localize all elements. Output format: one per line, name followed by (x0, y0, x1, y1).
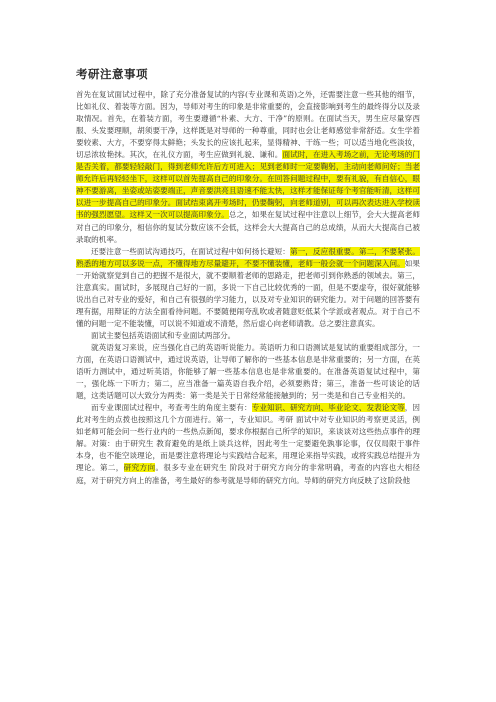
paragraph (76, 330, 420, 342)
text-span: 总之，如果在复试过程中注意以上细节，会大大提高老师对自己的印象分，相信你的复试分数应该不会低，这样会大大提高自己的总成绩，从而大大提高自己被录取的机率。 (76, 210, 421, 244)
paragraph (76, 89, 420, 246)
paragraph (76, 246, 420, 330)
text-span: 。很多专业在研究生 阶段对于研究方向分的非常明确，考查的内容也大相径庭，对于研究方向上的准备，考生最好的参考就是导师的研究方向。导师的研究方向反映了这阶段他 (76, 463, 421, 485)
text-span: 还要注意一些面试沟通技巧，在面试过程中如何扬长避短： (91, 246, 290, 256)
paragraph (76, 342, 420, 402)
text-span: 首先在复试面试过程中，除了充分准备复试的内容(专业课和英语)之外，还需要注意一些其他的细节，比如礼仪、着装等方面。因为，导师对考生的印象是非常重要的，会直接影响到考生的最终得分以及录取情况。首先，在着装方面，考生要遵循“朴素、大方、干净”的原则。在面试当天，男生应尽量穿西服、头发要理顺，胡须要干净，这样既是对导师的一种尊重，同时也会让老师感觉非常舒适。女生学着要较素、大方，不要穿得太鲜艳；头发长的应该扎起来，显得精神、干练一些；可以适当地化些淡妆，切忌浓妆艳抹。其次，在礼仪方面，考生应做到礼貌、谦和。 (76, 90, 420, 160)
highlighted-text: 第一，反应很重要。第二，不要紧张。熟悉的地方可以多说一点，不懂得地方尽量避开，不要不懂装懂，老师一般会就一个问题深入问。 (76, 246, 421, 268)
text-span: 面试主要包括英语面试和专业面试两部分。 (91, 330, 236, 340)
highlighted-text: 研究方向 (123, 463, 156, 473)
highlighted-text: 专业知识、研究方向、毕业论文、发表论文等 (251, 403, 405, 413)
paragraph (76, 402, 420, 486)
text-span: 而专业课面试过程中，考查考生的角度主要有： (91, 403, 252, 413)
text-span: 就英语复习来说，应当强化自己的英语听说能力。英语听力和口语测试是复试的重要组成部分，一方面，在英语口语测试中，通过说英语，让导师了解你的一些基本信息是非常重要的；另一方面，在英语听力测试中，通过听英语，你能够了解一些基本信息也是非常重要的。在准备英语复试过程中，第一，强化练一下听力；第二，应当准备一篇英语自我介绍，必须要熟背；第三，准备一些可谈论的话题，这类话题可以大致分为两类：第一类是关于日常经常能接触到的；另一类是和自己专业相关的。 (76, 342, 420, 401)
text-span: ，因此对考生的点拨也按照这几个方面进行。第一，专业知识。考研 面试中对专业知识的考察更灵活，例如老师可能会问一些行业内的一些热点新闻，要求你根据自己所学的知识，来谈谈对这些热点事件的理解。对策：由于研究生 教育避免的是纸上谈兵这样，因此考生一定要避免孰事论事，仅仅局限于事件本身，也不能空谈理论，而是要注意将理论与实践结合起来，用理论来指导实践，或将实践总结提升为理论。第二， (76, 403, 421, 473)
highlighted-text: 面试时，在进入考场之前，无论考场的门是否关着，都要轻轻敲门，得到老师允许后方可进入；见到老师时一定要鞠躬，主动向老师问好；当老师允许后再轻轻坐下，这样可以首先提高自己的印象分。在回答问题过程中，要有礼貌，有自信心，眼神不要游离，坐姿或站姿要端正，声音要洪亮且语速不能太快，这样才能保证每个考官能听清，这样可以进一步提高自己的印象分。面试结束离开考场时，仍要鞠躬，向老师道别，可以再次表达进入学校读书的强烈愿望。这样又一次可以提高印象分。 (76, 150, 421, 220)
document-body (76, 89, 420, 487)
document-title: 考研注意事项 (76, 67, 148, 81)
text-span: 如果一开始就察觉到自己的把握不是很大，就不要顺着老师的思路走，把老师引到你熟悉的领域去。第三，注意真实。面试时，多展现自己好的一面，多说一下自己比较优秀的一面，但是不要虚夸，很好就能够说出自己对专业的爱好，和自己有很强的学习能力，以及对专业知识的研究能力。对于问题的回答要有理有据，用辩证的方法全面看待问题。不要随便闹夸乱吹或者随意贬低某个学派或者观点。对于自己不懂的问题一定不能装懂，可以说不知道或不清楚，然后虚心向老师请教。总之要注意真实。 (76, 258, 421, 328)
